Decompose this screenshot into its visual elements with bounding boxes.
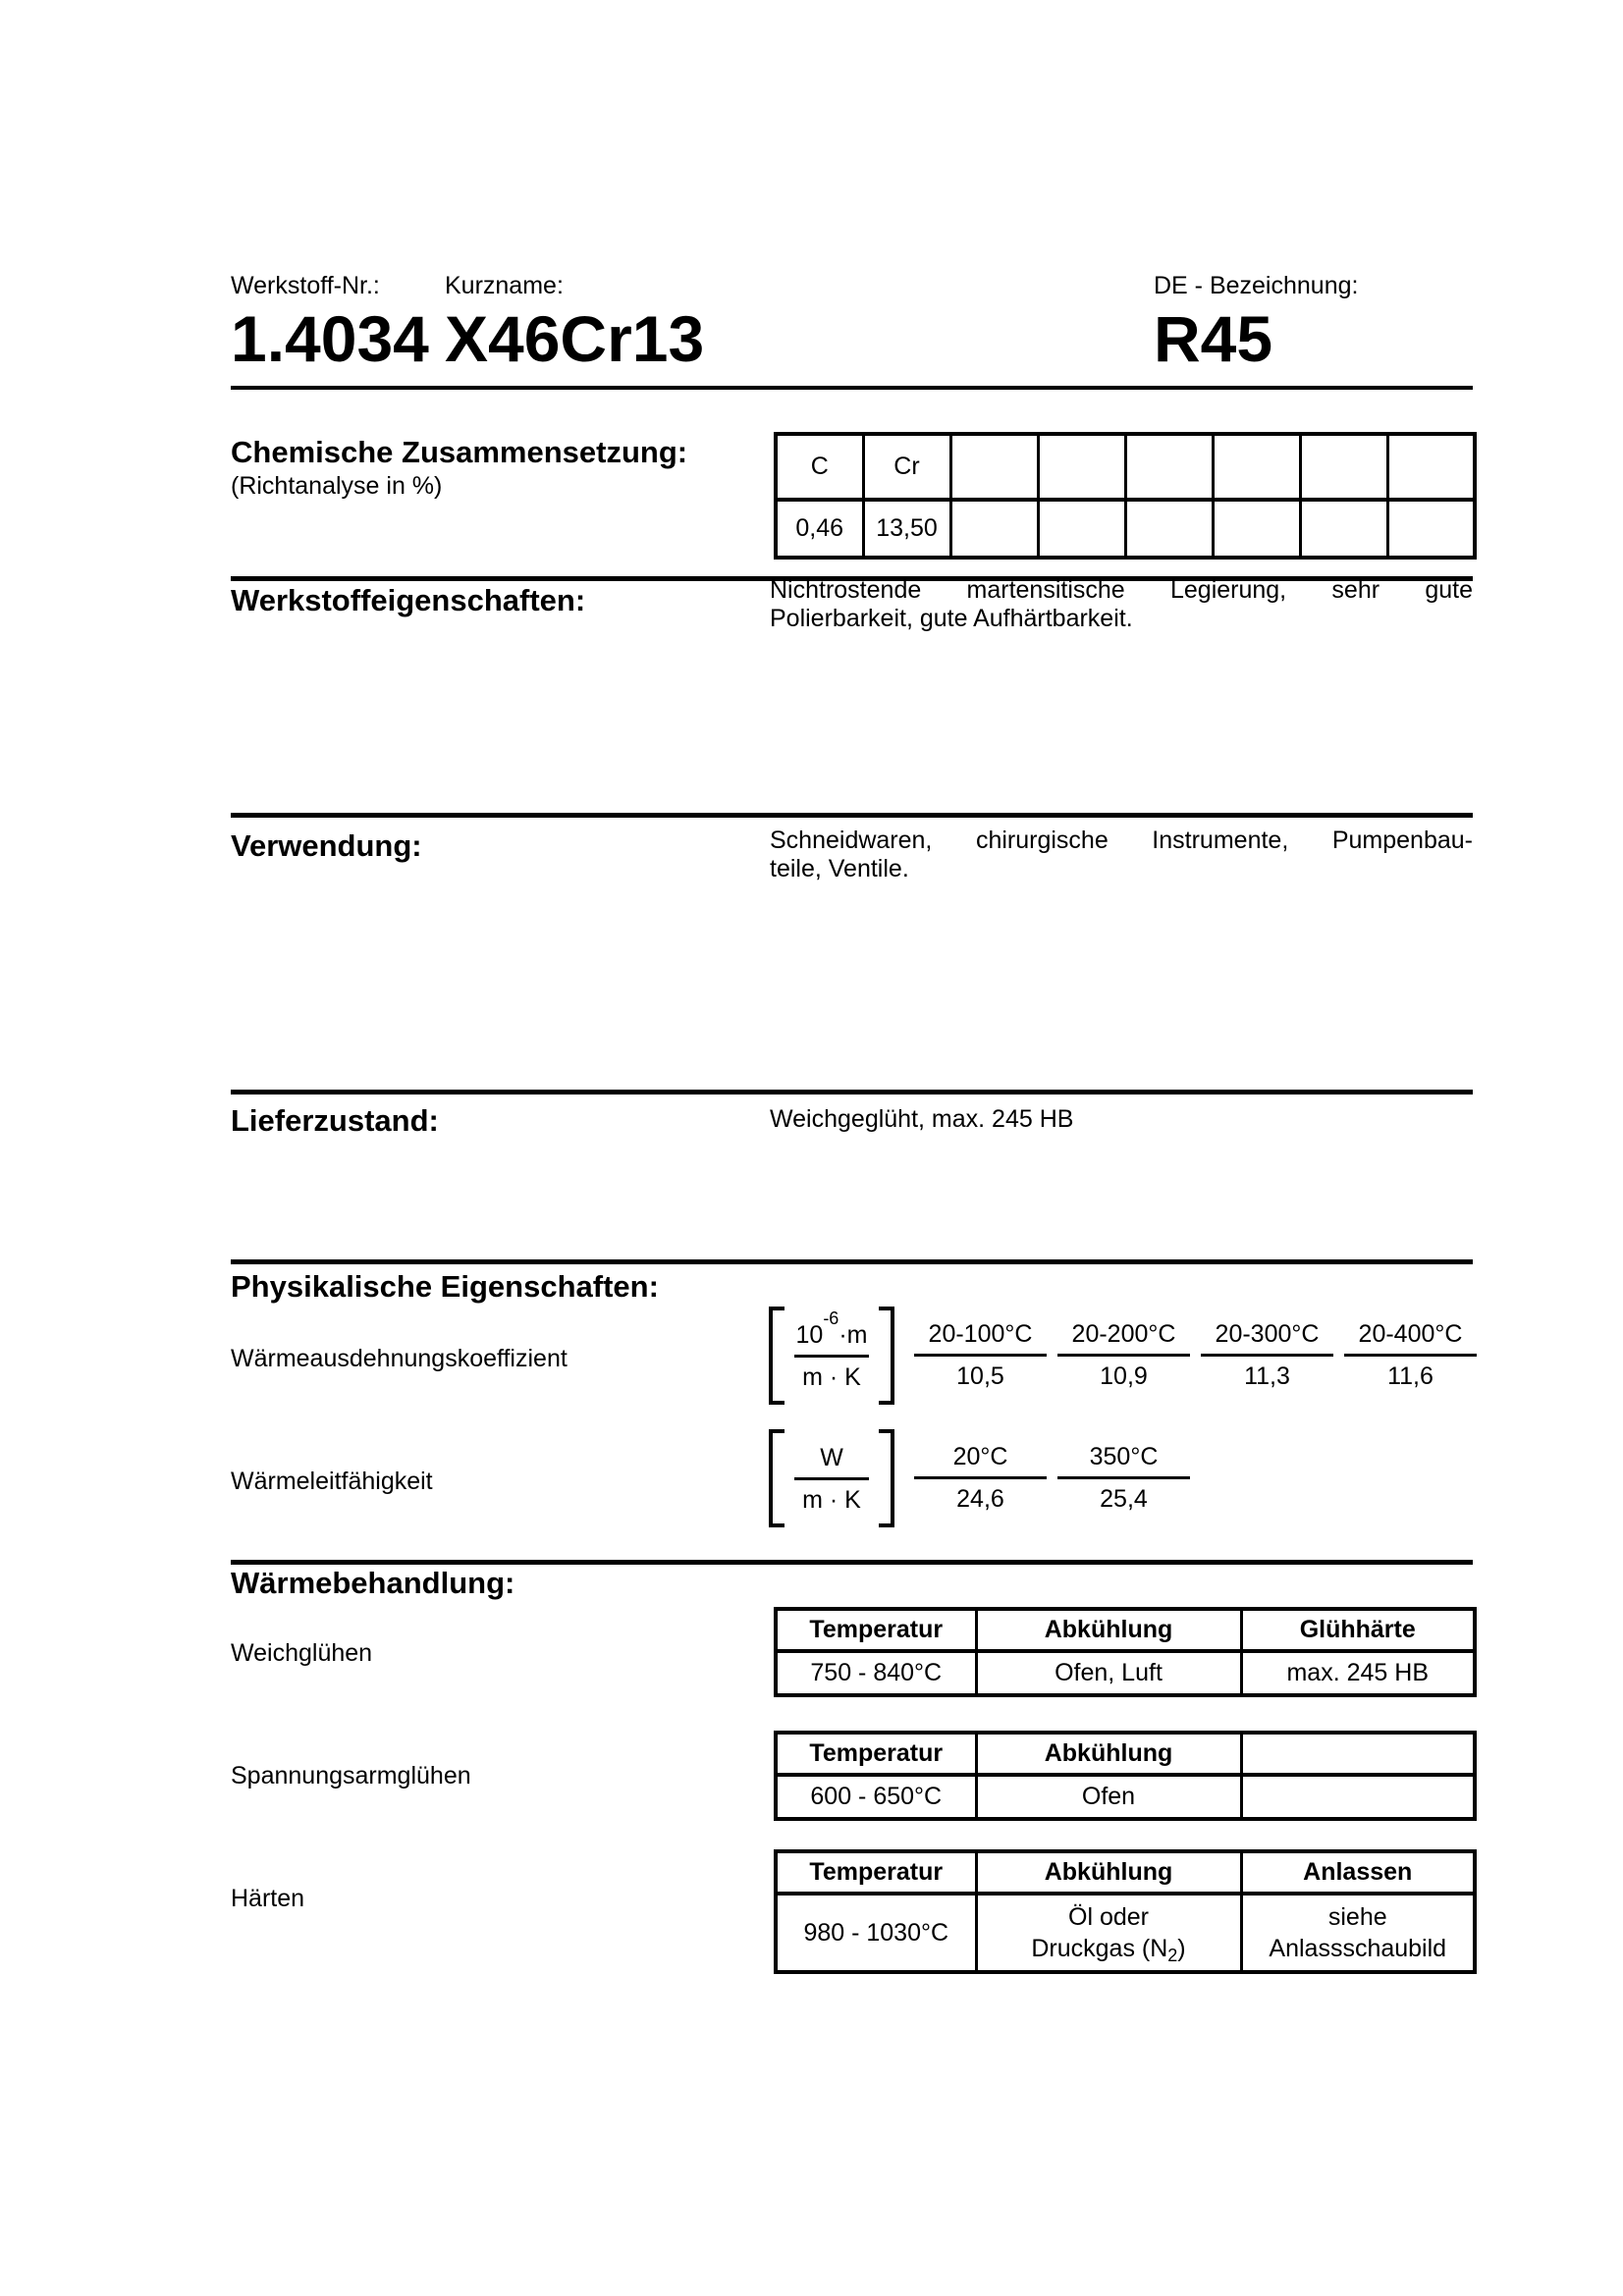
- delivery-condition-text: Weichgeglüht, max. 245 HB: [770, 1105, 1074, 1133]
- chem-subheading: (Richtanalyse in %): [231, 472, 443, 500]
- cooling-line2: [978, 1933, 1240, 1964]
- usage-text: [770, 827, 1473, 883]
- thermal-expansion-label: Wärmeausdehnungskoeffizient: [231, 1345, 568, 1372]
- conductivity-col: [914, 1429, 1047, 1519]
- unit-numerator: W: [820, 1443, 843, 1471]
- chem-element: [1213, 434, 1300, 500]
- properties-text-line2: Polierbarkeit, gute Aufhärtbarkeit.: [770, 605, 1133, 632]
- unit-fraction: [769, 1307, 894, 1405]
- cooling-cell: Ofen, Luft: [976, 1651, 1241, 1695]
- de-designation: R45: [1154, 302, 1273, 375]
- unit-numerator-exponent: -6: [823, 1308, 839, 1329]
- col-header: Abkühlung: [976, 1733, 1241, 1775]
- chem-element: [950, 434, 1038, 500]
- unit-numerator: [794, 1308, 869, 1355]
- temperature-cell: 600 - 650°C: [776, 1775, 976, 1819]
- temp-range: 350°C: [1089, 1443, 1159, 1470]
- cooling-cell: Ofen: [976, 1775, 1241, 1819]
- chem-value: [1038, 500, 1125, 558]
- expansion-value: 10,9: [1100, 1362, 1148, 1390]
- empty-cell: [1241, 1775, 1475, 1819]
- werkstoff-nr-label: Werkstoff-Nr.:: [231, 272, 380, 299]
- right-bracket-icon: [879, 1429, 894, 1527]
- chem-element: [1038, 434, 1125, 500]
- hardening-label: Härten: [231, 1885, 305, 1912]
- col-header: Temperatur: [776, 1851, 976, 1894]
- hardening-table: [774, 1849, 1477, 1974]
- table-header-row: [776, 1851, 1475, 1894]
- unit-numerator-base: 10: [795, 1320, 824, 1349]
- conductivity-value: 25,4: [1100, 1485, 1148, 1513]
- chem-value: [1125, 500, 1213, 558]
- temp-range: 20-300°C: [1215, 1320, 1320, 1348]
- cooling-cell: [976, 1894, 1241, 1972]
- left-bracket-icon: [769, 1429, 784, 1527]
- de-bezeichnung-label: DE - Bezeichnung:: [1154, 272, 1359, 299]
- tempering-line1: siehe: [1327, 1903, 1387, 1931]
- divider-properties: [231, 813, 1473, 818]
- chem-element: Cr: [863, 434, 950, 500]
- heat-treatment-heading: Wärmebehandlung:: [231, 1566, 515, 1600]
- expansion-value: 10,5: [956, 1362, 1004, 1390]
- chem-element: [1125, 434, 1213, 500]
- col-header: [1241, 1733, 1475, 1775]
- chem-value-row: [776, 500, 1475, 558]
- chem-value: 0,46: [776, 500, 863, 558]
- thermal-conductivity-values: [769, 1429, 1190, 1527]
- temp-range: 20-200°C: [1071, 1320, 1176, 1348]
- table-value-row: [776, 1775, 1475, 1819]
- expansion-value: 11,6: [1387, 1362, 1434, 1390]
- left-bracket-icon: [769, 1307, 784, 1405]
- delivery-condition-heading: Lieferzustand:: [231, 1103, 439, 1138]
- unit-fraction: [769, 1429, 894, 1527]
- stress-relief-label: Spannungsarmglühen: [231, 1762, 471, 1789]
- expansion-col: [1057, 1307, 1190, 1396]
- thermal-conductivity-label: Wärmeleitfähigkeit: [231, 1468, 433, 1495]
- table-value-row: [776, 1651, 1475, 1695]
- usage-text-line2: teile, Ventile.: [770, 855, 909, 882]
- table-header-row: [776, 1733, 1475, 1775]
- usage-text-line1: Schneidwaren, chirurgische Instrumente, Pumpenbau-: [770, 827, 1473, 854]
- col-header: Abkühlung: [976, 1851, 1241, 1894]
- chem-element: C: [776, 434, 863, 500]
- kurzname-label: Kurzname:: [445, 272, 564, 299]
- conductivity-col: [1057, 1429, 1190, 1519]
- divider-delivery: [231, 1259, 1473, 1264]
- chem-value: [950, 500, 1038, 558]
- thermal-expansion-values: [769, 1307, 1477, 1405]
- properties-heading: Werkstoffeigenschaften:: [231, 583, 586, 617]
- chem-element-row: [776, 434, 1475, 500]
- nitrogen-subscript: 2: [1167, 1946, 1178, 1965]
- usage-heading: Verwendung:: [231, 828, 422, 863]
- col-header: Temperatur: [776, 1609, 976, 1651]
- chem-element: [1387, 434, 1475, 500]
- expansion-col: [1201, 1307, 1333, 1396]
- divider-physical: [231, 1560, 1473, 1565]
- chem-value: [1300, 500, 1387, 558]
- material-number: 1.4034: [231, 302, 429, 375]
- stress-relief-table: [774, 1731, 1477, 1821]
- chemical-composition-table: [774, 432, 1477, 560]
- divider-header: [231, 386, 1473, 390]
- conductivity-value: 24,6: [956, 1485, 1004, 1513]
- col-header: Temperatur: [776, 1733, 976, 1775]
- cooling-line1: Öl oder: [1068, 1903, 1149, 1931]
- temp-range: 20°C: [952, 1443, 1008, 1470]
- temp-range: 20-400°C: [1358, 1320, 1463, 1348]
- expansion-col: [1344, 1307, 1477, 1396]
- soft-annealing-table: [774, 1607, 1477, 1697]
- physical-properties-heading: Physikalische Eigenschaften:: [231, 1269, 659, 1304]
- temp-range: 20-100°C: [928, 1320, 1033, 1348]
- chem-element: [1300, 434, 1387, 500]
- chem-value: [1387, 500, 1475, 558]
- unit-numerator-rest: ·m: [839, 1320, 868, 1349]
- tempering-line2: Anlassschaubild: [1269, 1935, 1447, 1962]
- col-header: Glühhärte: [1241, 1609, 1475, 1651]
- properties-text: [770, 576, 1473, 633]
- right-bracket-icon: [879, 1307, 894, 1405]
- properties-text-line1: Nichtrostende martensitische Legierung, sehr gute: [770, 576, 1473, 604]
- chem-value: 13,50: [863, 500, 950, 558]
- hardness-cell: max. 245 HB: [1241, 1651, 1475, 1695]
- soft-annealing-label: Weichglühen: [231, 1639, 373, 1667]
- short-name: X46Cr13: [445, 302, 705, 375]
- col-header: Anlassen: [1241, 1851, 1475, 1894]
- col-header: Abkühlung: [976, 1609, 1241, 1651]
- table-value-row: [776, 1894, 1475, 1972]
- unit-denominator: m · K: [802, 1485, 861, 1514]
- cooling-line2-post: ): [1177, 1935, 1186, 1962]
- cooling-line2-pre: Druckgas (N: [1031, 1935, 1168, 1962]
- expansion-col: [914, 1307, 1047, 1396]
- tempering-cell: [1241, 1894, 1475, 1972]
- divider-usage: [231, 1090, 1473, 1095]
- chem-heading: Chemische Zusammensetzung:: [231, 435, 688, 469]
- expansion-value: 11,3: [1244, 1362, 1290, 1390]
- chem-value: [1213, 500, 1300, 558]
- temperature-cell: 980 - 1030°C: [776, 1894, 976, 1972]
- temperature-cell: 750 - 840°C: [776, 1651, 976, 1695]
- unit-denominator: m · K: [802, 1362, 861, 1391]
- table-header-row: [776, 1609, 1475, 1651]
